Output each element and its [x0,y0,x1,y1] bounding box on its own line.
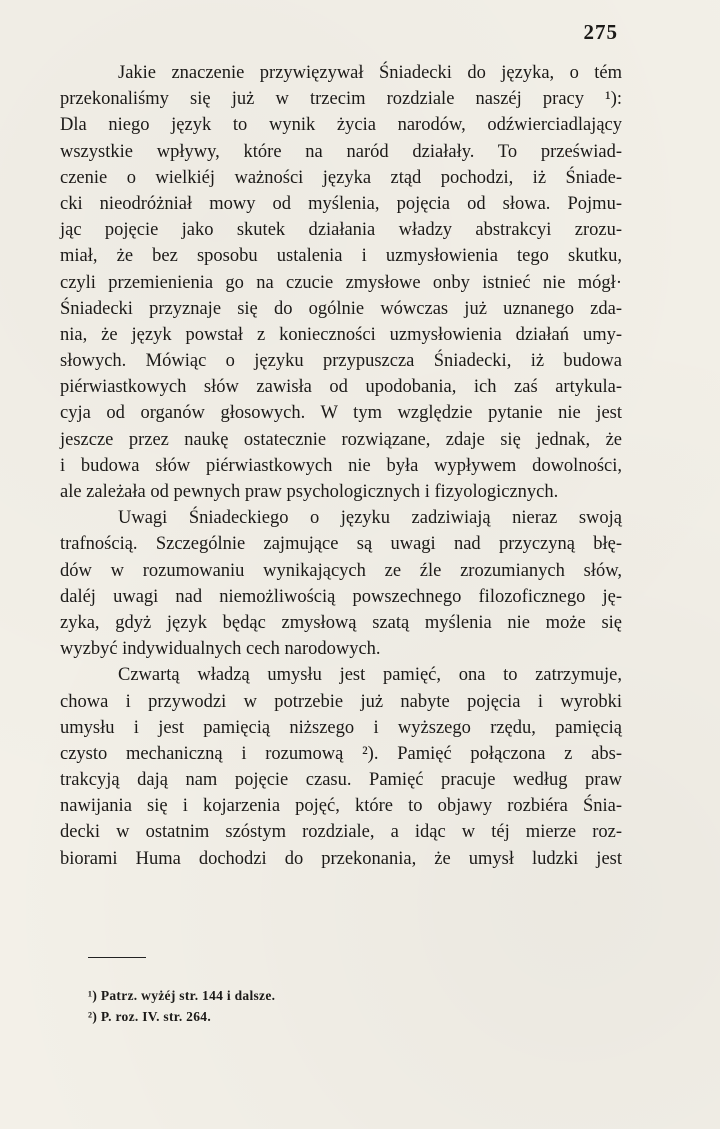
text-line: decki w ostatnim szóstym rozdziale, a idąc w téj mierze roz- [60,822,622,843]
text-line: dów w rozumowaniu wynikających ze źle zrozumianych słów, [60,560,622,581]
text-line: ale zależała od pewnych praw psychologicznych i fizyologicznych. [60,482,559,502]
page-number: 275 [583,20,618,44]
text-line: czenie o wielkiéj ważności języka ztąd pochodzi, iż Śniade- [60,167,622,188]
text-line: nia, że język powstał z konieczności uzmysłowienia działań umy- [60,324,622,345]
text-line: piérwiastkowych słów zawisła od upodobania, ich zaś artykula- [60,377,622,398]
text-line: chowa i przywodzi w potrzebie już nabyte pojęcia i wyrobki [60,691,622,712]
text-line: jeszcze przez naukę ostatecznie rozwiązane, zdaje się jednak, że [60,429,622,450]
footnote: ¹) Patrz. wyżéj str. 144 i dalsze. [88,988,276,1003]
footnote: ²) P. roz. IV. str. 264. [88,1009,212,1024]
text-line: nawijania się i kojarzenia pojęć, które to objawy rozbiéra Śnia- [60,796,622,817]
text-line: umysłu i jest pamięcią niższego i wyższego rzędu, pamięcią [60,717,622,738]
text-line: wszystkie wpływy, które na naród działały. To przeświad- [60,141,622,162]
text-line: daléj uwagi nad niemożliwością powszechnego filozoficznego ję- [60,586,622,607]
text-line: Uwagi Śniadeckiego o języku zadziwiają nieraz swoją [118,508,622,529]
body-text [60,60,622,872]
text-line: słowych. Mówiąc o języku przypuszcza Śniadecki, iż budowa [60,351,622,372]
text-line: biorami Huma dochodzi do przekonania, że umysł ludzki jest [60,848,622,869]
text-line: Czwartą władzą umysłu jest pamięć, ona to zatrzymuje, [118,665,622,686]
text-line: miał, że bez sposobu ustalenia i uzmysłowienia tego skutku, [60,246,622,267]
text-line: jąc pojęcie jako skutek działania władzy abstrakcyi zrozu- [60,220,622,241]
text-line: trafnością. Szczególnie zajmujące są uwagi nad przyczyną błę- [60,534,622,555]
text-line: cyja od organów głosowych. W tym względzie pytanie nie jest [60,403,622,424]
footnotes [88,985,488,1027]
text-line: Jakie znaczenie przywięzywał Śniadecki do języka, o tém [118,63,622,83]
text-line: trakcyją dają nam pojęcie czasu. Pamięć pracuje według praw [60,770,622,791]
text-line: Śniadecki przyznaje się do ogólnie wówczas już uznanego zda- [60,298,622,319]
text-line: cki nieodróżniał mowy od myślenia, pojęcia od słowa. Pojmu- [60,193,622,214]
text-line: wyzbyć indywidualnych cech narodowych. [60,639,381,660]
text-line: przekonaliśmy się już w trzecim rozdziale naszéj pracy ¹): [60,89,622,110]
text-line: czysto mechaniczną i rozumową ²). Pamięć połączona z abs- [60,743,622,764]
footnote-divider [88,957,146,958]
text-line: zyka, gdyż język będąc zmysłową szatą myślenia nie może się [60,612,622,633]
text-line: Dla niego język to wynik życia narodów, odźwierciadlający [60,115,622,136]
text-line: czyli przemienienia go na czucie zmysłowe onby istnieć nie mógł· [60,272,622,293]
text-line: i budowa słów piérwiastkowych nie była wypływem dowolności, [60,455,622,476]
